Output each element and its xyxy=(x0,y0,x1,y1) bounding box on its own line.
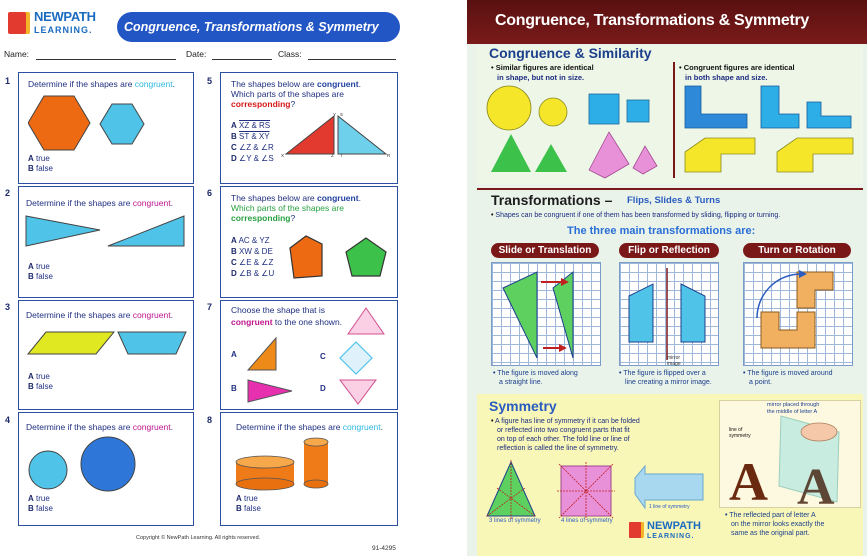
symmetry-arrow xyxy=(635,466,703,508)
symmetry-line1: • A figure has line of symmetry if it can be folded xyxy=(491,418,640,425)
q2-text: Determine if the shapes are congruent. xyxy=(26,198,173,208)
q3-blue-trapezoid xyxy=(118,332,186,354)
q3-option-a[interactable]: A true xyxy=(28,372,50,381)
three-transformations: The three main transformations are: xyxy=(567,225,756,237)
turn-label: Turn or Rotation xyxy=(743,243,851,258)
q7-option-c-label[interactable]: C xyxy=(320,352,326,361)
q2-option-a[interactable]: A true xyxy=(28,262,50,271)
q6-line1: The shapes below are congruent. xyxy=(231,193,361,203)
transformations-line: • Shapes can be congruent if one of them has been transformed by sliding, flipping or turning. xyxy=(491,212,781,219)
line-of-symmetry-label: line of symmetry xyxy=(729,427,751,439)
congruent-yellow-shape-2 xyxy=(777,138,853,172)
q6-orange-pentagon xyxy=(290,236,322,278)
reflection-note-3: same as the original part. xyxy=(731,530,810,537)
date-field[interactable] xyxy=(212,59,272,60)
q4-option-b[interactable]: B false xyxy=(28,504,53,513)
mirror-note-2: the middle of letter A xyxy=(767,409,818,415)
q7-line2: congruent to the one shown. xyxy=(231,317,343,327)
newpath-logo xyxy=(8,8,108,38)
q8-option-b[interactable]: B false xyxy=(236,504,261,513)
q7-option-d-shape[interactable] xyxy=(338,378,378,406)
q1-blue-hexagon xyxy=(100,104,144,144)
copyright: Copyright © NewPath Learning. All rights reserved. xyxy=(136,535,261,541)
congruent-shapes xyxy=(681,82,861,180)
congruent-l-shape-3 xyxy=(807,102,851,128)
transformations-heading: Transformations – xyxy=(491,192,613,208)
letter-a-original: A xyxy=(729,452,768,508)
chart-logo-line1: NEWPATH xyxy=(647,520,701,532)
q7-option-a-shape[interactable] xyxy=(246,336,282,372)
similar-large-triangle xyxy=(491,134,531,172)
reflection-note-1: • The reflected part of letter A xyxy=(725,512,816,519)
mirror-note-1: mirror placed through xyxy=(767,402,820,408)
q1-text xyxy=(28,80,175,90)
similar-large-square xyxy=(589,94,619,124)
q4-small-circle xyxy=(29,451,67,489)
one-symmetry-label: 1 line of symmetry xyxy=(649,504,690,510)
q7-option-b-shape[interactable] xyxy=(246,378,294,404)
product-code: 91-4295 xyxy=(372,545,396,552)
logo-line1: NEWPATH xyxy=(34,9,96,24)
chart-logo-book-icon xyxy=(629,522,641,538)
chart-logo-line2: LEARNING. xyxy=(647,533,695,540)
worksheet-title: Congruence, Transformations & Symmetry xyxy=(124,20,379,34)
q8-cylinders xyxy=(232,436,342,492)
logo-line2: LEARNING. xyxy=(34,25,93,35)
q8-tall-cylinder xyxy=(304,438,328,488)
section-divider xyxy=(673,62,675,178)
flip-mirrored-shape xyxy=(681,284,705,342)
q1-option-a[interactable]: A true xyxy=(28,154,50,163)
flip-description-2: line creating a mirror image. xyxy=(625,379,712,386)
q5-option-c[interactable]: C ∠Z & ∠R xyxy=(231,143,274,152)
q5-number: 5 xyxy=(207,76,213,86)
reference-chart xyxy=(467,0,867,556)
slide-original-triangle xyxy=(503,272,537,358)
slide-description-2: a straight line. xyxy=(499,379,543,386)
q5-red-triangle xyxy=(286,116,334,154)
turn-description-2: a point. xyxy=(749,379,772,386)
q4-number: 4 xyxy=(5,415,11,425)
q2-right-triangle xyxy=(108,216,184,246)
slide-figures xyxy=(491,262,601,366)
symmetry-line2: or reflected into two congruent parts that fit xyxy=(497,427,630,434)
q3-yellow-parallelogram xyxy=(28,332,114,354)
flip-figures xyxy=(619,262,719,366)
q2-left-triangle xyxy=(26,216,100,246)
q7-option-c-shape[interactable] xyxy=(338,340,374,376)
q2-option-b[interactable]: B false xyxy=(28,272,53,281)
class-field[interactable] xyxy=(308,59,396,60)
chart-title: Congruence, Transformations & Symmetry xyxy=(495,12,810,29)
q6-number: 6 xyxy=(207,188,213,198)
q4-large-circle xyxy=(81,437,135,491)
similar-shapes xyxy=(485,82,671,180)
q6-option-d[interactable]: D ∠B & ∠U xyxy=(231,269,275,278)
flip-original-shape xyxy=(629,284,653,342)
q6-option-b[interactable]: B XW & DE xyxy=(231,247,273,256)
q6-option-c[interactable]: C ∠E & ∠Z xyxy=(231,258,274,267)
q1-option-b[interactable]: B false xyxy=(28,164,53,173)
book-icon xyxy=(8,12,26,34)
q1-kw: congruent xyxy=(134,79,173,89)
q2-shapes xyxy=(24,214,194,250)
similar-large-circle xyxy=(487,86,531,130)
q4-text: Determine if the shapes are congruent. xyxy=(26,422,173,432)
similar-small-circle xyxy=(539,98,567,126)
congruent-yellow-shape-1 xyxy=(685,138,755,172)
congruent-l-shape-1 xyxy=(685,86,747,128)
reflection-note-2: on the mirror looks exactly the xyxy=(731,521,825,528)
q5-vertex-t: T xyxy=(340,153,343,158)
q6-line2: Which parts of the shapes are xyxy=(231,203,344,213)
q1-post: . xyxy=(172,79,175,89)
symmetry-figures xyxy=(485,458,705,524)
symmetry-heading: Symmetry xyxy=(489,398,557,414)
turn-figures xyxy=(743,262,853,366)
q5-option-a[interactable]: A XZ & RS xyxy=(231,121,271,130)
similar-line2: in shape, but not in size. xyxy=(497,73,585,82)
congruent-line1: • Congruent figures are identical xyxy=(679,63,795,72)
q5-vertex-r: R xyxy=(387,153,391,158)
q6-pentagons xyxy=(284,232,394,288)
hand-icon xyxy=(801,423,837,441)
similar-small-triangle xyxy=(535,144,567,172)
q6-green-pentagon xyxy=(346,238,386,276)
letter-a-reflection: A xyxy=(797,459,835,508)
q7-option-b-label[interactable]: B xyxy=(231,384,237,393)
class-label: Class: xyxy=(278,49,302,59)
q5-option-d[interactable]: D ∠Y & ∠S xyxy=(231,154,274,163)
q5-vertex-y: Y xyxy=(333,112,337,117)
q5-triangles xyxy=(282,112,394,158)
q6-option-a[interactable]: A AC & YZ xyxy=(231,236,270,245)
q7-line1: Choose the shape that is xyxy=(231,305,326,315)
flip-label: Flip or Reflection xyxy=(619,243,719,258)
slide-description-1: • The figure is moved along xyxy=(493,370,578,377)
symmetry-line4: reflection is called the line of symmetry. xyxy=(497,445,619,452)
mirror-scene xyxy=(719,412,861,508)
transformations-rule xyxy=(477,188,863,190)
turn-description-1: • The figure is moved around xyxy=(743,370,833,377)
mirror-image-label: mirror image xyxy=(667,355,681,367)
q3-text: Determine if the shapes are congruent. xyxy=(26,310,173,320)
triangle-symmetry-label: 3 lines of symmetry xyxy=(489,518,541,524)
q1-pre: Determine if the shapes are xyxy=(28,79,135,89)
q3-number: 3 xyxy=(5,302,11,312)
q1-shapes xyxy=(28,94,168,152)
name-field[interactable] xyxy=(36,59,176,60)
q4-option-a[interactable]: A true xyxy=(28,494,50,503)
q8-number: 8 xyxy=(207,415,213,425)
q8-text: Determine if the shapes are congruent. xyxy=(236,422,383,432)
q3-option-b[interactable]: B false xyxy=(28,382,53,391)
q5-line1: The shapes below are congruent. xyxy=(231,79,361,89)
q5-line3: corresponding? xyxy=(231,99,296,109)
transformations-subheading: Flips, Slides & Turns xyxy=(627,195,721,206)
flip-description-1: • The figure is flipped over a xyxy=(619,370,706,377)
q1-number: 1 xyxy=(5,76,11,86)
q1-orange-hexagon xyxy=(28,96,90,150)
similar-small-square xyxy=(627,100,649,122)
q7-option-d-label[interactable]: D xyxy=(320,384,326,393)
q7-number: 7 xyxy=(207,302,213,312)
square-symmetry-label: 4 lines of symmetry xyxy=(561,518,613,524)
q5-vertex-s: S xyxy=(340,112,344,117)
q3-shapes xyxy=(26,330,192,356)
q2-number: 2 xyxy=(5,188,11,198)
q8-option-a[interactable]: A true xyxy=(236,494,258,503)
name-label: Name: xyxy=(4,49,30,59)
slide-label: Slide or Translation xyxy=(491,243,599,258)
q8-short-cylinder xyxy=(236,456,294,490)
q7-option-a-label[interactable]: A xyxy=(231,350,237,359)
turn-original-shape xyxy=(797,272,833,308)
q5-option-b[interactable]: B ST & XY xyxy=(231,132,270,141)
congruent-line2: in both shape and size. xyxy=(685,73,768,82)
q5-blue-triangle xyxy=(338,116,386,154)
q4-shapes xyxy=(26,436,190,492)
congruent-l-shape-2 xyxy=(761,86,799,128)
date-label: Date: xyxy=(186,49,207,59)
q5-vertex-x: X xyxy=(281,153,285,158)
q7-shown-triangle xyxy=(346,306,386,336)
congruence-heading: Congruence & Similarity xyxy=(489,45,652,61)
q5-vertex-z: Z xyxy=(331,153,334,158)
q6-line3: corresponding? xyxy=(231,213,296,223)
similar-large-pyramid xyxy=(589,132,629,178)
turn-rotated-shape xyxy=(761,312,815,348)
symmetry-line3: on top of each other. The fold line or line of xyxy=(497,436,630,443)
q5-line2: Which parts of the shapes are xyxy=(231,89,344,99)
similar-small-pyramid xyxy=(633,146,657,174)
similar-line1: • Similar figures are identical xyxy=(491,63,594,72)
